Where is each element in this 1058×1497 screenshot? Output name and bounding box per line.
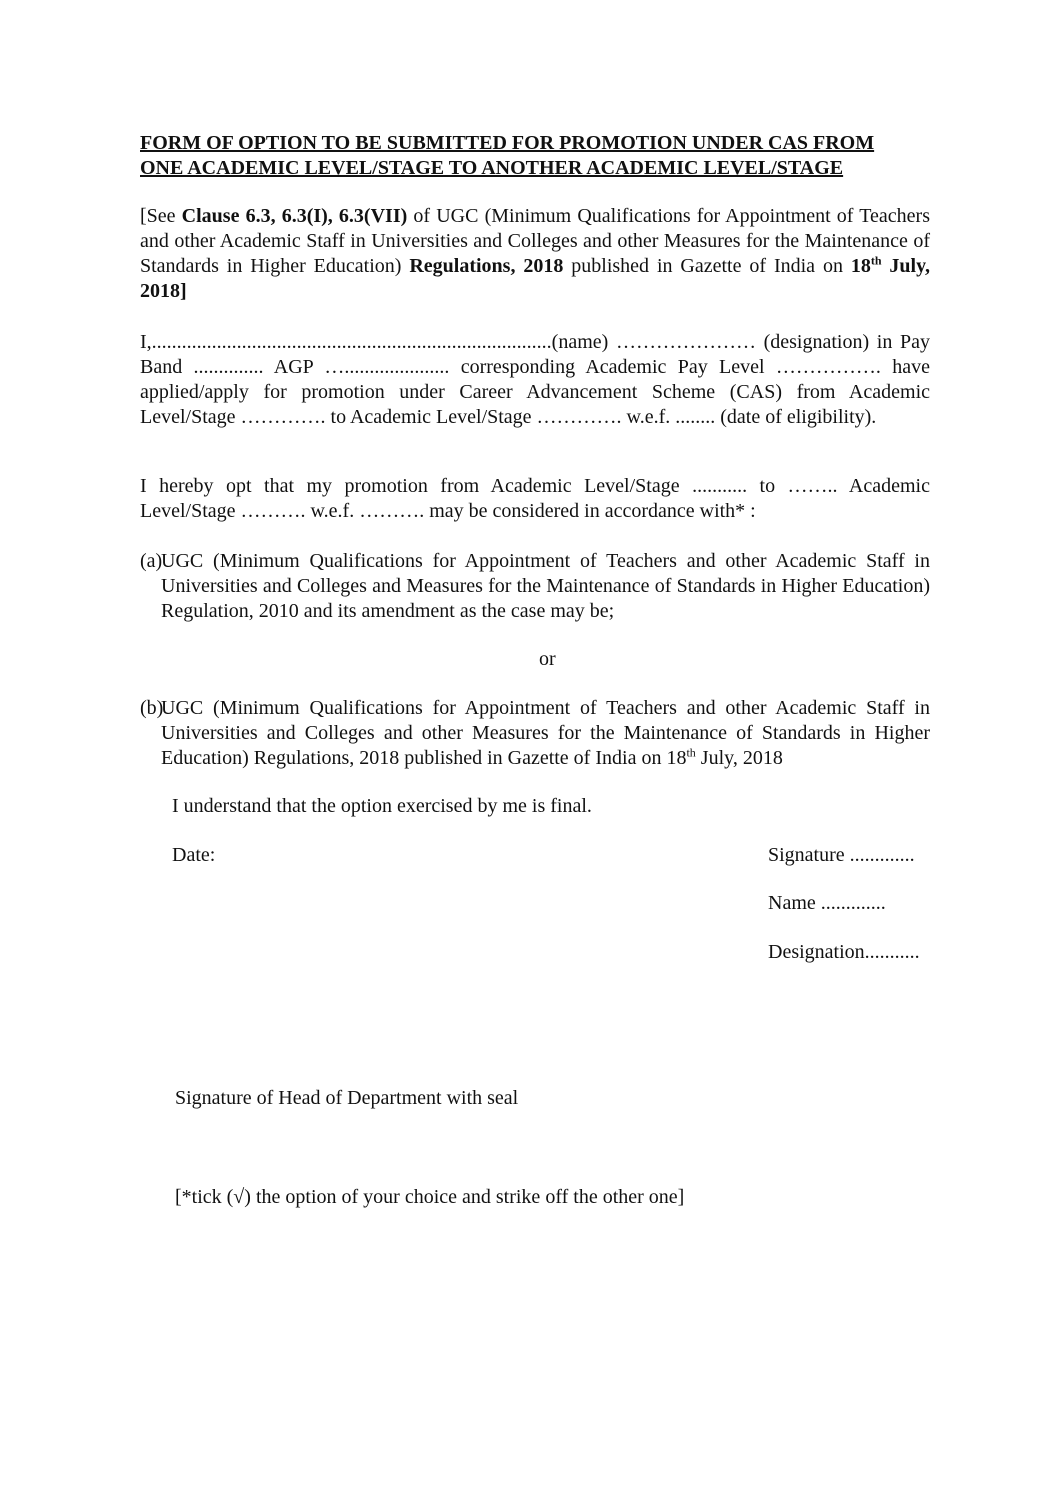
date-label: Date: bbox=[172, 844, 216, 866]
option-a-text: UGC (Minimum Qualifications for Appointment of Teachers and other Academic Staff in Universities and Colleges and Measures for the Maintenance of Standards in Higher Education) Regulation, 2010 and its amendment as the case may be; bbox=[161, 550, 930, 622]
signature-label: Signature ............. bbox=[768, 844, 915, 866]
option-b bbox=[140, 696, 930, 771]
option-a-marker: (a) bbox=[140, 550, 163, 572]
reference-day: 18th July, 2018] bbox=[140, 253, 931, 302]
reference-regulations: Regulations, 2018 bbox=[409, 255, 564, 277]
option-b-text: UGC (Minimum Qualifications for Appointment of Teachers and other Academic Staff in Universities and Colleges and other Measures for the Maintenance of Standards in Higher Education) Regulations, 2018 published in Gazette of India on 18th July, 2018 bbox=[161, 697, 930, 769]
designation-label: Designation........... bbox=[768, 941, 920, 963]
name-label: Name ............. bbox=[768, 892, 886, 914]
understand-statement: I understand that the option exercised by me is final. bbox=[172, 795, 592, 817]
option-intro-paragraph: I hereby opt that my promotion from Academic Level/Stage ........... to …….. Academic Level/Stage ………. w.e.f. ………. may be considered in accordance with* : bbox=[140, 475, 930, 522]
option-a bbox=[140, 549, 930, 624]
hod-signature-label: Signature of Head of Department with seal bbox=[175, 1087, 519, 1109]
reference-see: [See bbox=[140, 205, 182, 227]
title-line-1: FORM OF OPTION TO BE SUBMITTED FOR PROMOTION UNDER CAS FROM bbox=[140, 132, 875, 154]
option-b-marker: (b) bbox=[140, 697, 164, 719]
reference-ugc: UGC bbox=[436, 205, 479, 227]
reference-description: (Minimum Qualifications for Appointment of Teachers and other Academic Staff in Universities and Colleges and other Measures for the Maintenance of Standards in Higher Education) bbox=[140, 205, 931, 277]
declaration-paragraph: I,................................................................................(name) ………………… (designation) in Pay Band .............. AGP …..................... corresponding Academic Pay Level ……………. have applied/apply for promotion under Career Advancement Scheme (CAS) from Academic Level/Stage …………. to Academic Level/Stage …………. w.e.f. ........ (date of eligibility). bbox=[140, 331, 930, 428]
form-title bbox=[140, 131, 940, 181]
reference-clauses: Clause 6.3, 6.3(I), 6.3(VII) bbox=[181, 205, 408, 227]
reference-published: published in Gazette of India on bbox=[563, 255, 851, 277]
reference-of: of bbox=[407, 205, 437, 227]
reference-paragraph bbox=[140, 204, 930, 304]
title-line-2: ONE ACADEMIC LEVEL/STAGE TO ANOTHER ACADEMIC LEVEL/STAGE bbox=[140, 157, 844, 179]
footnote: [*tick (√) the option of your choice and strike off the other one] bbox=[175, 1186, 685, 1208]
or-separator: or bbox=[539, 648, 556, 670]
